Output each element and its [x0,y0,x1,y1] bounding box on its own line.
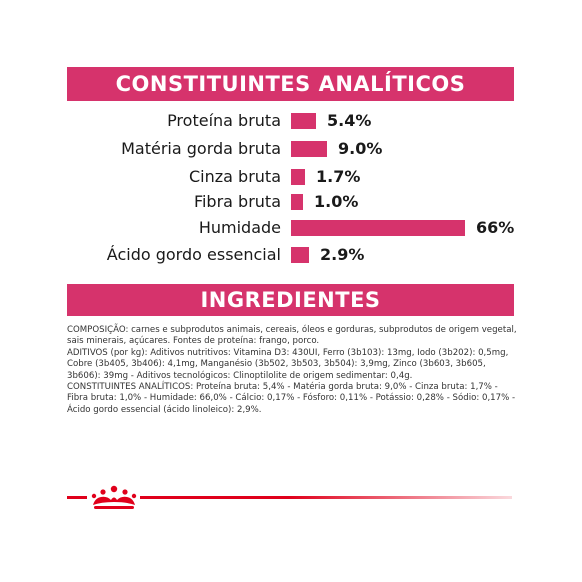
constituents-paragraph: CONSTITUINTES ANALÍTICOS: Proteína bruta: 5,4% - Matéria gorda bruta: 9,0% - Cinza bruta: 1,7% - Fibra bruta: 1,0% - Humidade: 66,0% - Cálcio: 0,17% - Fósforo: 0,11% - Potássio: 0,28% - Sódio: 0,17% - Ácido gordo essencial (ácido linoleico): 2,9%. [67,382,516,415]
constituent-row [0,189,582,215]
constituent-row [0,164,582,190]
constituent-value: 5.4% [327,111,372,130]
constituent-value: 9.0% [338,139,383,158]
constituent-bar [291,247,309,263]
constituent-bar [291,113,316,129]
constituent-value: 66% [476,218,515,237]
ingredients-banner: INGREDIENTES [67,284,514,316]
royal-crown-icon [89,484,139,512]
constituent-value: 1.0% [314,192,359,211]
constituent-row [0,136,582,162]
constituent-label: Proteína bruta [167,111,281,130]
additives-paragraph: ADITIVOS (por kg): Aditivos nutritivos: Vitamina D3: 430UI, Ferro (3b103): 13mg, Iodo (3b202): 0,5mg, Cobre (3b405, 3b406): 4,1mg, Manganésio (3b502, 3b503, 3b504): 3,9mg, Zinco (3b603, 3b605, 3b606): 39mg - Aditivos tecnológicos: Clinoptilolite de origem sedimentar: 0,4g. [67,347,509,381]
constituent-value: 2.9% [320,245,365,264]
constituent-value: 1.7% [316,167,361,186]
ingredients-text [67,325,517,416]
constituent-label: Ácido gordo essencial [106,245,281,264]
constituent-row [0,108,582,134]
constituent-row [0,215,582,241]
constituent-label: Humidade [198,218,281,237]
constituent-bar [291,194,303,210]
composition-paragraph: COMPOSIÇÃO: carnes e subprodutos animais, cereais, óleos e gorduras, subprodutos de origem vegetal, sais minerais, açúcares. Fontes de proteína: frango, porco. [67,325,517,347]
constituent-label: Cinza bruta [189,167,281,186]
footer-divider-right [140,496,512,499]
constituent-bar [291,169,305,185]
footer-divider-left [67,496,87,499]
constituent-label: Matéria gorda bruta [121,139,281,158]
constituent-label: Fibra bruta [193,192,281,211]
constituent-bar [291,220,465,236]
analytic-constituents-banner: CONSTITUINTES ANALÍTICOS [67,67,514,101]
constituent-bar [291,141,327,157]
constituent-row [0,242,582,268]
